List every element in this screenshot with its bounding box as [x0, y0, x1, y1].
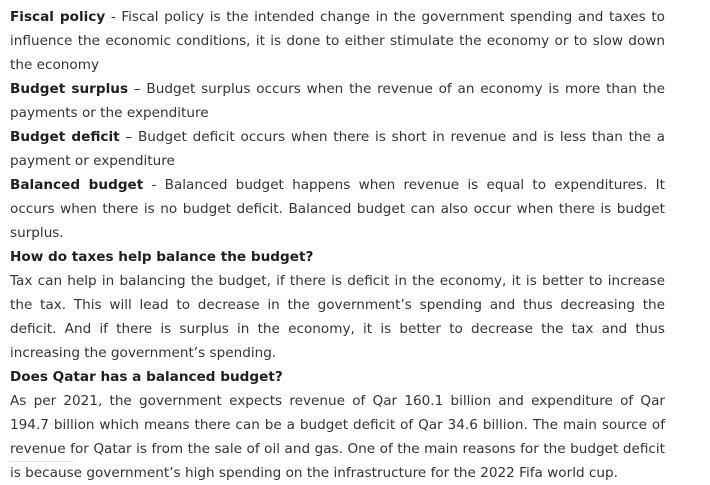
definition-fiscal-policy — [10, 5, 665, 77]
section-heading-taxes: How do taxes help balance the budget? — [10, 249, 314, 265]
definition-term: Balanced budget — [10, 177, 144, 193]
definition-separator: - — [143, 177, 165, 193]
divider — [10, 461, 74, 462]
definition-separator: – — [128, 81, 147, 97]
definition-text: Budget surplus occurs when the revenue of an economy is more than the payments or the expenditure — [10, 81, 665, 121]
section-heading-qatar: Does Qatar has a balanced budget? — [10, 369, 283, 385]
definition-text: Balanced budget happens when revenue is equal to expenditures. It occurs when there is no budget deficit. Balanced budget can also occur when there is budget surplus. — [10, 177, 665, 241]
definition-term: Fiscal policy — [10, 9, 106, 25]
document-body — [10, 5, 665, 485]
section-body-taxes: Tax can help in balancing the budget, if there is deficit in the economy, it is better to increase the tax. This will lead to decrease in the government’s spending and thus decreasing the deficit. And if there is surplus in the economy, it is better to decrease the tax and thus increasing the government’s spending. — [10, 273, 665, 361]
definition-text: Fiscal policy is the intended change in the government spending and taxes to influence the economic conditions, it is done to either stimulate the economy or to slow down the economy — [10, 9, 665, 73]
definition-separator: - — [105, 9, 122, 25]
definition-text: Budget deficit occurs when there is short in revenue and is less than the a payment or expenditure — [10, 129, 665, 169]
section-body-qatar: As per 2021, the government expects revenue of Qar 160.1 billion and expenditure of Qar 194.7 billion which means there can be a budget deficit of Qar 34.6 billion. The main source of revenue for Qatar is from the sale of oil and gas. One of the main reasons for the budget deficit is because government’s high spending on the infrastructure for the 2022 Fifa world cup. — [10, 393, 665, 481]
definition-term: Budget deficit — [10, 129, 120, 145]
definition-budget-surplus — [10, 77, 665, 125]
definition-separator: – — [119, 129, 138, 145]
definition-budget-deficit — [10, 125, 665, 173]
definition-term: Budget surplus — [10, 81, 129, 97]
definition-balanced-budget — [10, 173, 665, 245]
